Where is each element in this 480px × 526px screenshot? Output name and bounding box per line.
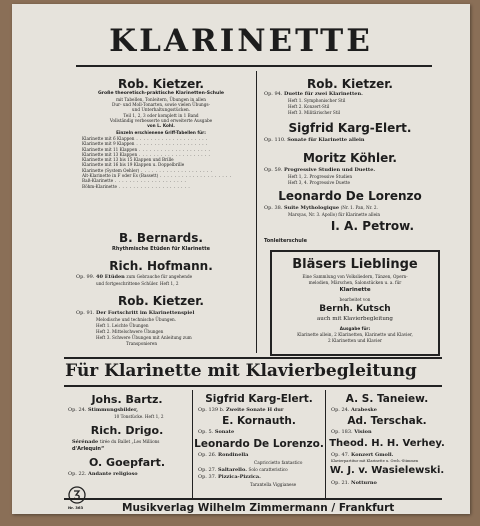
composer-name: Rob. Kietzer. bbox=[118, 77, 204, 91]
sheet-music-back-cover bbox=[12, 4, 470, 514]
work-desc: Vollständig verbesserte und erweiterte Ausgabe bbox=[109, 118, 213, 123]
composer-name: Rich. Drigo. bbox=[90, 424, 164, 437]
work-entry bbox=[198, 430, 234, 435]
section-heading: Für Klarinette mit Klavierbegleitung bbox=[65, 361, 417, 381]
column-divider bbox=[256, 71, 257, 353]
work-desc: zum Gebrauche für angehende bbox=[126, 274, 193, 279]
work-title: Konzert Gmoll. bbox=[351, 452, 394, 458]
section-rule-top bbox=[64, 357, 442, 359]
table-heading: Einzeln erschienene Griff-Tabellen für: bbox=[116, 130, 206, 135]
work-title: Sérénade bbox=[72, 439, 99, 445]
blaesers-lieblinge-box bbox=[270, 250, 440, 356]
work-title: Sonate für Klarinette allein bbox=[287, 137, 365, 143]
work-title: Vision bbox=[354, 429, 372, 435]
opus-number: Op. 22. bbox=[68, 471, 87, 477]
opus-number: Op. 47. bbox=[331, 452, 350, 458]
work-title: Rondinella bbox=[218, 452, 249, 458]
opus-number: Op. 27. bbox=[198, 467, 217, 473]
list-item: Klarinette mit 16 bis 19 Klappen u. Doppelbrille bbox=[82, 162, 185, 168]
opus-number: Op. 99. bbox=[76, 274, 95, 280]
page-title: KLARINETTE bbox=[109, 23, 373, 59]
work-entry bbox=[68, 472, 138, 477]
composer-name: Johs. Bartz. bbox=[91, 393, 163, 406]
work-title: Duette für zwei Klarinetten. bbox=[284, 91, 363, 97]
work-desc: Tarantella Viggianese bbox=[250, 482, 297, 487]
composer-name: Sigfrid Karg-Elert. bbox=[205, 393, 313, 405]
fingering-table-list bbox=[82, 137, 232, 190]
work-entry bbox=[264, 168, 375, 173]
work-title: Rhythmische Etüden für Klarinette bbox=[111, 246, 210, 252]
list-item: Heft 1. Symphonischer Stil bbox=[288, 98, 346, 103]
box-desc: Klarinette allein, 2 Klarinetten, Klarinette und Klavier, bbox=[297, 332, 413, 337]
work-desc: Klavierpartitur mit Klarinette u. Orch.-Stimmen bbox=[331, 459, 419, 463]
list-item: Klarinette (System Oehler) . . . bbox=[82, 169, 232, 174]
box-title: Bläsers Lieblinge bbox=[292, 257, 418, 272]
work-entry bbox=[264, 92, 363, 97]
box-desc: melodien, Märschen, Salonstücken u. a. für bbox=[308, 280, 402, 285]
opus-number: Op. 139 b. bbox=[198, 407, 225, 413]
bottom-divider-1 bbox=[192, 390, 193, 498]
work-title: Sonate bbox=[214, 429, 235, 435]
work-title: Der Fortschritt im Klarinettenspiel bbox=[96, 310, 195, 316]
list-item: Böhm-Klarinette . . . bbox=[82, 185, 232, 190]
work-desc: Marsyas, Nr. 3. Apollo) für Klarinette allein bbox=[288, 212, 381, 217]
list-item: Heft 2. Konzert-Stil bbox=[288, 104, 330, 109]
composer-name: A. S. Taneiew. bbox=[345, 393, 429, 405]
box-desc: Eine Sammlung von Volksliedern, Tänzen, Opern- bbox=[302, 274, 408, 279]
work-title: Progressive Studien und Duette. bbox=[284, 167, 376, 173]
opus-number: Op. 38. bbox=[264, 205, 283, 211]
work-entry bbox=[264, 138, 365, 143]
box-instrument: Klarinette bbox=[339, 287, 371, 293]
box-desc: auch mit Klavierbegleitung bbox=[317, 316, 393, 322]
list-item: Transponieren bbox=[126, 341, 158, 346]
work-desc: 10 Tonstücke. Heft 1, 2 bbox=[114, 414, 164, 419]
composer-name: Rich. Hofmann. bbox=[109, 259, 213, 273]
box-desc: bearbeitet von bbox=[339, 297, 371, 302]
work-desc: (Nr. 1. Pan, Nr. 2. bbox=[340, 205, 378, 210]
list-item: Baß-Klarinette . . . bbox=[82, 179, 232, 184]
publisher-name: Musikverlag Wilhelm Zimmermann / Frankfurt bbox=[122, 502, 395, 514]
work-desc: Solo caratteristico bbox=[248, 467, 288, 472]
opus-number: Op. 21. bbox=[331, 480, 350, 486]
work-desc: Dur- und Moll-Tonarten, sowie vielen Übungs- bbox=[112, 102, 210, 107]
work-entry bbox=[76, 275, 192, 280]
box-desc: 2 Klarinetten und Klavier bbox=[328, 338, 382, 343]
opus-number: Op. 110. bbox=[264, 137, 286, 143]
work-entry bbox=[331, 430, 372, 435]
work-title: Zweite Sonate H dur bbox=[226, 407, 284, 413]
list-item: Klarinette mit 6 Klappen . . . bbox=[82, 137, 232, 142]
work-title: Große theoretisch-praktische Klarinetten-Schule bbox=[97, 91, 225, 96]
work-desc: d'Arlequin“ bbox=[72, 446, 105, 452]
bottom-column-3 bbox=[327, 388, 447, 498]
work-title: Stimmungsbilder, bbox=[88, 407, 138, 413]
work-entry bbox=[331, 408, 377, 413]
work-entry bbox=[198, 475, 261, 480]
list-item: Alt-Klarinette in F oder Es (Bassett) . . . bbox=[82, 174, 232, 179]
work-entry bbox=[331, 481, 377, 486]
work-entry bbox=[76, 311, 194, 316]
bottom-column-1 bbox=[64, 388, 190, 498]
publisher-logo-icon bbox=[68, 486, 86, 504]
right-column bbox=[260, 70, 440, 360]
work-desc: von L. Kohl. bbox=[147, 123, 175, 128]
work-title: Tonleiterschule bbox=[264, 238, 307, 244]
bottom-column-2 bbox=[194, 388, 324, 498]
work-entry bbox=[331, 453, 393, 458]
list-item: Heft 1. Leichte Übungen bbox=[96, 323, 149, 328]
work-desc: mit Tabellen, Tonleitern, Übungen in allen bbox=[116, 97, 206, 102]
work-title: Arabeske bbox=[351, 407, 377, 413]
composer-name: Ad. Terschak. bbox=[347, 415, 427, 427]
composer-name: I. A. Petrow. bbox=[330, 219, 414, 233]
work-entry bbox=[68, 408, 138, 413]
work-desc: Teil 1, 2, 3 oder komplett in 1 Band bbox=[123, 113, 199, 118]
publisher-logo bbox=[68, 486, 86, 507]
bottom-divider-2 bbox=[325, 390, 326, 498]
list-item: Heft 3. Schwere Übungen mit Anleitung zum bbox=[96, 335, 192, 340]
opus-number: Op. 183. bbox=[331, 429, 353, 435]
opus-number: Op. 24. bbox=[331, 407, 350, 413]
composer-name: B. Bernards. bbox=[119, 231, 203, 245]
composer-name: O. Goepfart. bbox=[88, 456, 166, 469]
work-entry bbox=[72, 440, 159, 445]
work-title: Andante religioso bbox=[88, 471, 138, 477]
work-title: Saltarello. bbox=[218, 467, 247, 473]
composer-name: Rob. Kietzer. bbox=[307, 77, 393, 91]
composer-name: Sigfrid Karg-Elert. bbox=[288, 121, 412, 135]
title-rule bbox=[76, 65, 432, 67]
section-rule-bottom bbox=[64, 385, 442, 387]
composer-name: Theod. H. H. Verhey. bbox=[329, 438, 445, 449]
work-desc: und fortgeschrittene Schüler. Heft 1, 2 bbox=[96, 281, 179, 286]
box-arranger: Bernh. Kutsch bbox=[319, 304, 391, 314]
work-desc: tirée du Ballet „Les Millions bbox=[99, 439, 160, 444]
opus-number: Op. 59. bbox=[264, 167, 283, 173]
work-title: Pizzica-Pizzica. bbox=[218, 474, 261, 480]
composer-name: Leonardo De Lorenzo bbox=[278, 189, 422, 203]
opus-number: Op. 37. bbox=[198, 474, 217, 480]
list-item: Heft 3, 4. Progressive Duette bbox=[288, 180, 351, 185]
work-entry bbox=[198, 408, 284, 413]
opus-number: Op. 94. bbox=[264, 91, 283, 97]
work-title: Notturno bbox=[351, 480, 377, 486]
list-item: Klarinette mit 11 Klappen . . . bbox=[82, 148, 232, 153]
work-title: Suite Mythologique bbox=[284, 205, 340, 211]
composer-name: Moritz Köhler. bbox=[302, 151, 397, 165]
work-entry bbox=[264, 206, 378, 211]
work-title: 40 Etüden bbox=[96, 274, 125, 280]
composer-name: W. J. v. Wasielewski. bbox=[329, 465, 445, 476]
work-desc: und Unterhaltungsstücken. bbox=[131, 107, 191, 112]
list-item: Heft 2. Mittelschwere Übungen bbox=[96, 329, 164, 334]
work-desc: Capriccietto fantastico bbox=[254, 460, 303, 465]
opus-number: Op. 24. bbox=[68, 407, 87, 413]
work-entry bbox=[198, 453, 248, 458]
catalog-number: Nr. 363 bbox=[68, 505, 84, 510]
composer-name: Leonardo De Lorenzo. bbox=[194, 438, 324, 450]
composer-name: E. Kornauth. bbox=[222, 415, 296, 427]
box-desc: Ausgabe für: bbox=[339, 326, 371, 331]
list-item: Heft 1, 2. Progressive Studien bbox=[288, 174, 353, 179]
work-entry bbox=[198, 468, 288, 473]
list-item: Klarinette mit 13 bis 15 Klappen und Brille bbox=[82, 157, 174, 163]
work-desc: Melodische und technische Übungen. bbox=[96, 317, 177, 322]
footer-rule bbox=[64, 498, 442, 500]
composer-name: Rob. Kietzer. bbox=[118, 294, 204, 308]
opus-number: Op. 5. bbox=[198, 429, 214, 435]
opus-number: Op. 26. bbox=[198, 452, 217, 458]
opus-number: Op. 91. bbox=[76, 310, 95, 316]
list-item: Heft 3. Militärischer Stil bbox=[288, 110, 341, 115]
left-column bbox=[68, 70, 254, 360]
list-item: Klarinette mit 9 Klappen . . . bbox=[82, 142, 232, 147]
list-item: Klarinette mit 13 Klappen . . . bbox=[82, 153, 232, 158]
